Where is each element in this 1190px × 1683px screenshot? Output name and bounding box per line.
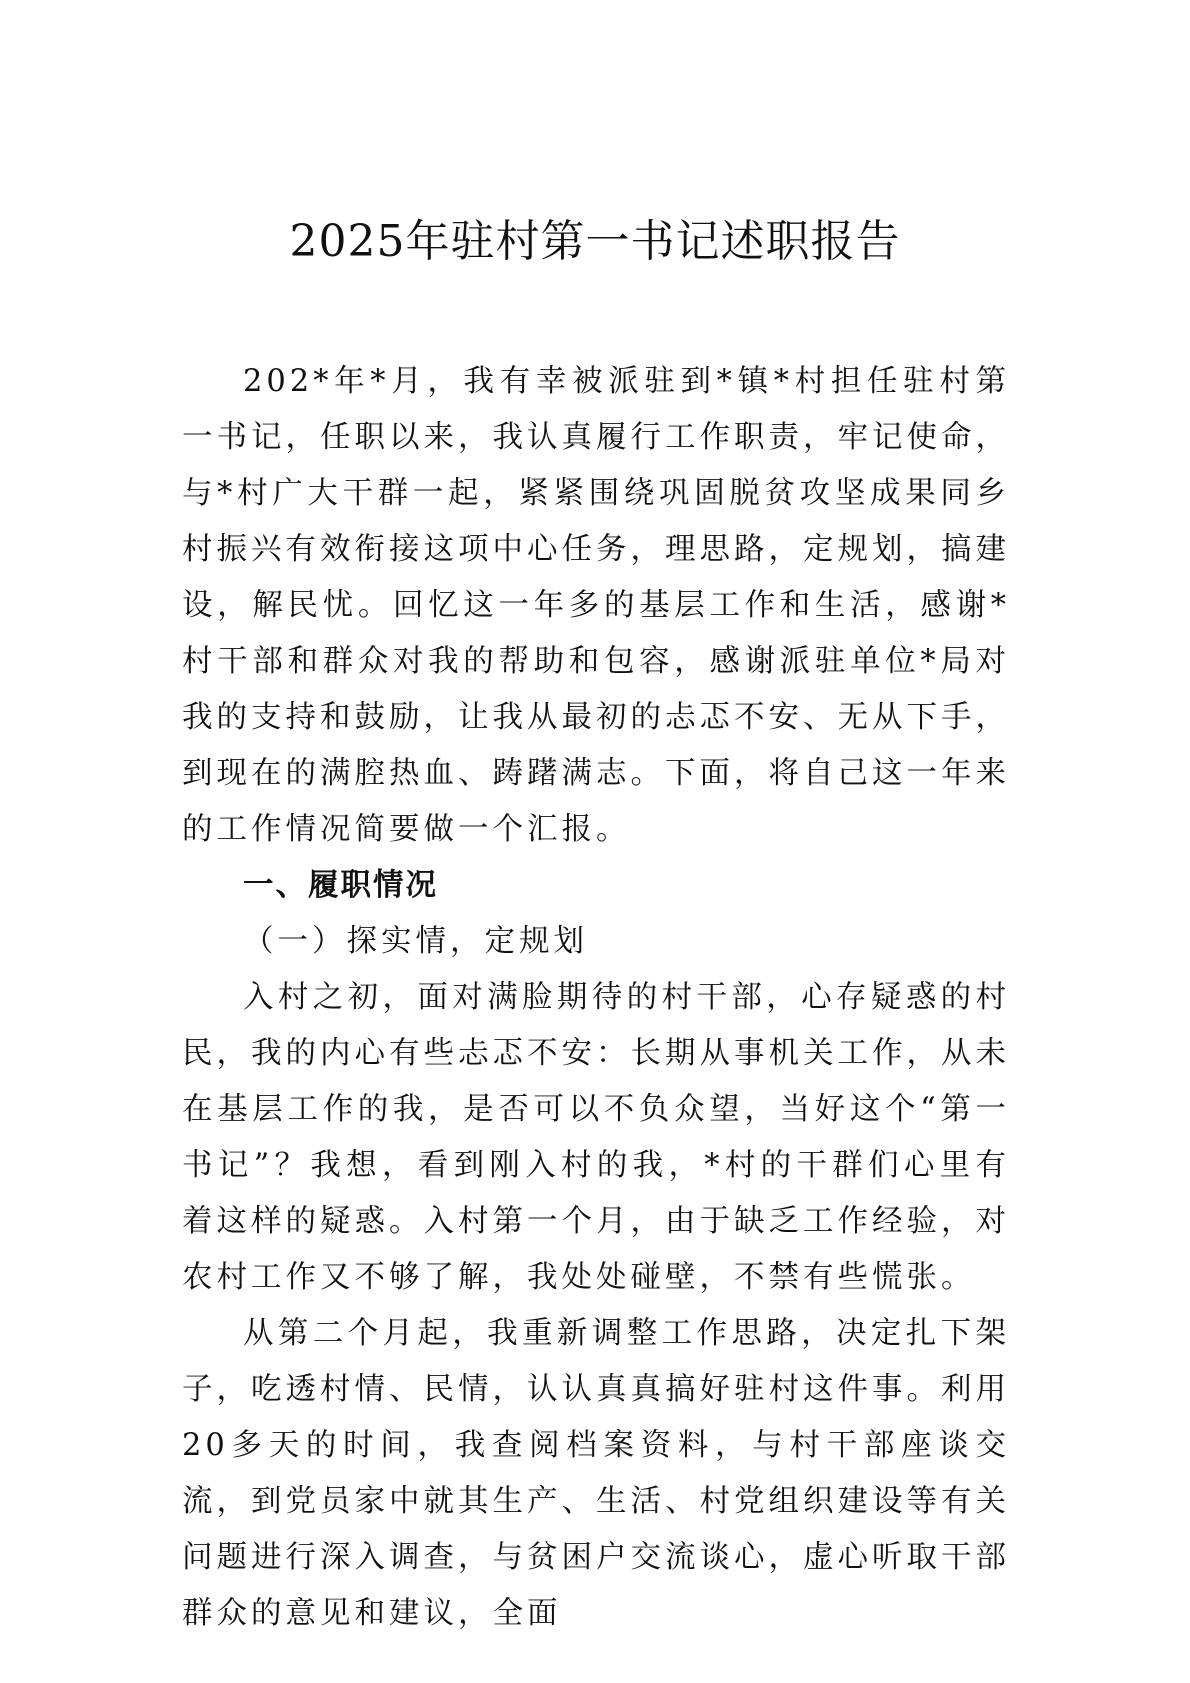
document-body [182, 354, 1010, 1642]
intro-paragraph: 202*年*月，我有幸被派驻到*镇*村担任驻村第一书记，任职以来，我认真履行工作职责，牢记使命，与*村广大干群一起，紧紧围绕巩固脱贫攻坚成果同乡村振兴有效衔接这项中心任务，理思路，定规划，搞建设，解民忧。回忆这一年多的基层工作和生活，感谢*村干部和群众对我的帮助和包容，感谢派驻单位*局对我的支持和鼓励，让我从最初的忐忑不安、无从下手，到现在的满腔热血、踌躇满志。下面，将自己这一年来的工作情况简要做一个汇报。 [182, 364, 1010, 847]
document-title: 2025年驻村第一书记述职报告 [289, 216, 901, 267]
body-paragraph: 从第二个月起，我重新调整工作思路，决定扎下架子，吃透村情、民情，认认真真搞好驻村这件事。利用20多天的时间，我查阅档案资料，与村干部座谈交流，到党员家中就其生产、生活、村党组织建设等有关问题进行深入调查，与贫困户交流谈心，虚心听取干部群众的意见和建议，全面 [182, 1316, 1010, 1631]
section-heading-performance: 一、履职情况 [243, 868, 438, 903]
body-paragraph: 入村之初，面对满脸期待的村干部，心存疑惑的村民，我的内心有些忐忑不安：长期从事机关工作，从未在基层工作的我，是否可以不负众望，当好这个“第一书记”？我想，看到刚入村的我，*村的干群们心里有着这样的疑惑。入村第一个月，由于缺乏工作经验，对农村工作又不够了解，我处处碰壁，不禁有些慌张。 [182, 980, 1010, 1295]
subsection-heading-investigation: （一）探实情，定规划 [243, 924, 588, 959]
